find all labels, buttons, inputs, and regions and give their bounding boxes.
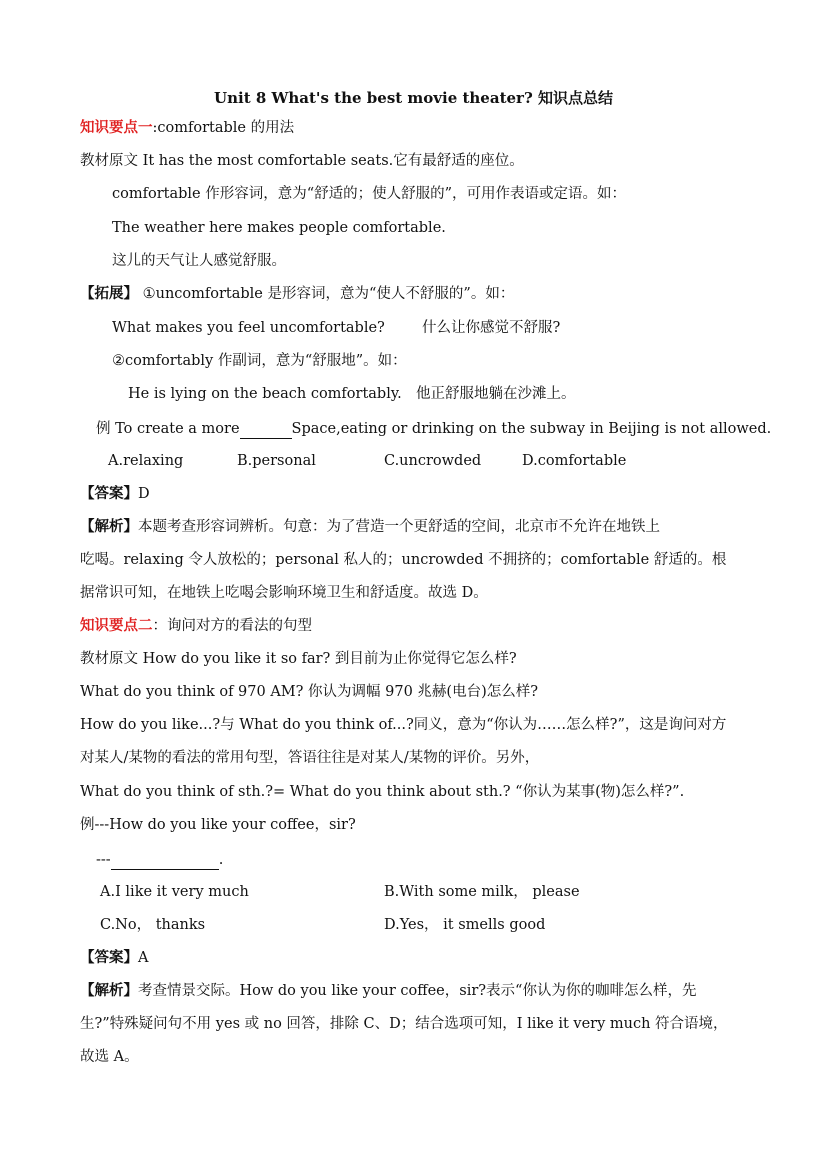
s2-option-b: B.With some milk， please (384, 884, 580, 900)
section2-heading-label: 知识要点二 (80, 617, 153, 634)
reply-dot: . (218, 852, 224, 868)
s2-option-c: C.No， thanks (100, 917, 206, 933)
s1-option-a: A.relaxing (108, 453, 184, 469)
s2-answer (80, 948, 148, 968)
extension-text-1: ①uncomfortable 是形容词，意为“使人不舒服的”。如： (138, 286, 515, 302)
s1-line-3: The weather here makes people comfortable. (112, 220, 446, 236)
example-1-en: What makes you feel uncomfortable? (112, 320, 385, 336)
section1-heading-label: 知识要点一 (80, 119, 153, 136)
s2-option-a: A.I like it very much (100, 884, 249, 900)
answer-blank (240, 418, 292, 439)
s2-option-d: D.Yes， it smells good (384, 917, 546, 933)
s1-extension (80, 284, 514, 304)
reply-dash: --- (96, 852, 111, 868)
explanation-text: 考查情景交际。How do you like your coffee，sir?表示“你认为你的咖啡怎么样，先 (138, 983, 697, 999)
s2-explanation-1 (80, 981, 696, 1001)
extension-tag: 【拓展】 (80, 285, 138, 302)
s1-explanation-1 (80, 517, 660, 537)
s1-question-start: 例 To create a more (96, 421, 240, 437)
s1-option-c: C.uncrowded (384, 453, 482, 469)
s1-option-b: B.personal (237, 453, 316, 469)
s2-line-5: What do you think of sth.?= What do you think about sth.? “你认为某事(物)怎么样?”. (80, 784, 685, 800)
extension-text-2: ②comfortably 作副词，意为“舒服地”。如： (112, 353, 407, 369)
s2-reply-line (96, 849, 223, 870)
s1-explanation-2: 吃喝。relaxing 令人放松的；personal 私人的；uncrowded 不拥挤的；comfortable 舒适的。根 (80, 552, 727, 568)
example-2-zh: 他正舒服地躺在沙滩上。 (416, 386, 576, 402)
explanation-text: 本题考查形容词辨析。句意：为了营造一个更舒适的空间，北京市不允许在地铁上 (138, 519, 660, 535)
section1-heading-text: :comfortable 的用法 (152, 120, 295, 136)
example-2-en: He is lying on the beach comfortably. (128, 386, 402, 402)
s2-explanation-3: 故选 A。 (80, 1049, 139, 1065)
reply-blank (111, 849, 219, 870)
s1-line-1: 教材原文 It has the most comfortable seats.它有最舒适的座位。 (80, 153, 524, 169)
s1-answer (80, 484, 150, 504)
s1-line-2: comfortable 作形容词，意为“舒适的；使人舒服的”，可用作表语或定语。如： (112, 186, 627, 202)
s2-line-1: 教材原文 How do you like it so far? 到目前为止你觉得它怎么样? (80, 651, 517, 667)
s1-option-d: D.comfortable (522, 453, 627, 469)
s2-line-2: What do you think of 970 AM? 你认为调幅 970 兆赫(电台)怎么样? (80, 684, 539, 700)
s1-question-end: Space,eating or drinking on the subway in Beijing is not allowed. (291, 421, 772, 437)
s2-question: 例---How do you like your coffee，sir? (80, 817, 356, 833)
answer-value: D (138, 486, 150, 502)
example-1-zh: 什么让你感觉不舒服? (422, 320, 561, 336)
s2-line-3: How do you like...?与 What do you think of...?同义，意为“你认为……怎么样?”，这是询问对方 (80, 717, 727, 733)
section1-heading (80, 118, 294, 138)
s1-explanation-3: 据常识可知，在地铁上吃喝会影响环境卫生和舒适度。故选 D。 (80, 585, 488, 601)
s2-line-4: 对某人/某物的看法的常用句型，答语往往是对某人/某物的评价。另外， (80, 750, 540, 766)
answer-tag: 【答案】 (80, 949, 138, 966)
s1-line-4: 这儿的天气让人感觉舒服。 (112, 253, 286, 269)
section2-heading (80, 616, 312, 636)
s1-question (96, 418, 771, 439)
explanation-tag: 【解析】 (80, 518, 138, 535)
section2-heading-text: ：询问对方的看法的句型 (152, 618, 312, 634)
s2-explanation-2: 生?”特殊疑问句不用 yes 或 no 回答，排除 C、D；结合选项可知，I like it very much 符合语境， (80, 1016, 728, 1032)
answer-value: A (138, 950, 149, 966)
answer-tag: 【答案】 (80, 485, 138, 502)
document-title: Unit 8 What's the best movie theater? 知识点总结 (214, 89, 613, 107)
explanation-tag: 【解析】 (80, 982, 138, 999)
